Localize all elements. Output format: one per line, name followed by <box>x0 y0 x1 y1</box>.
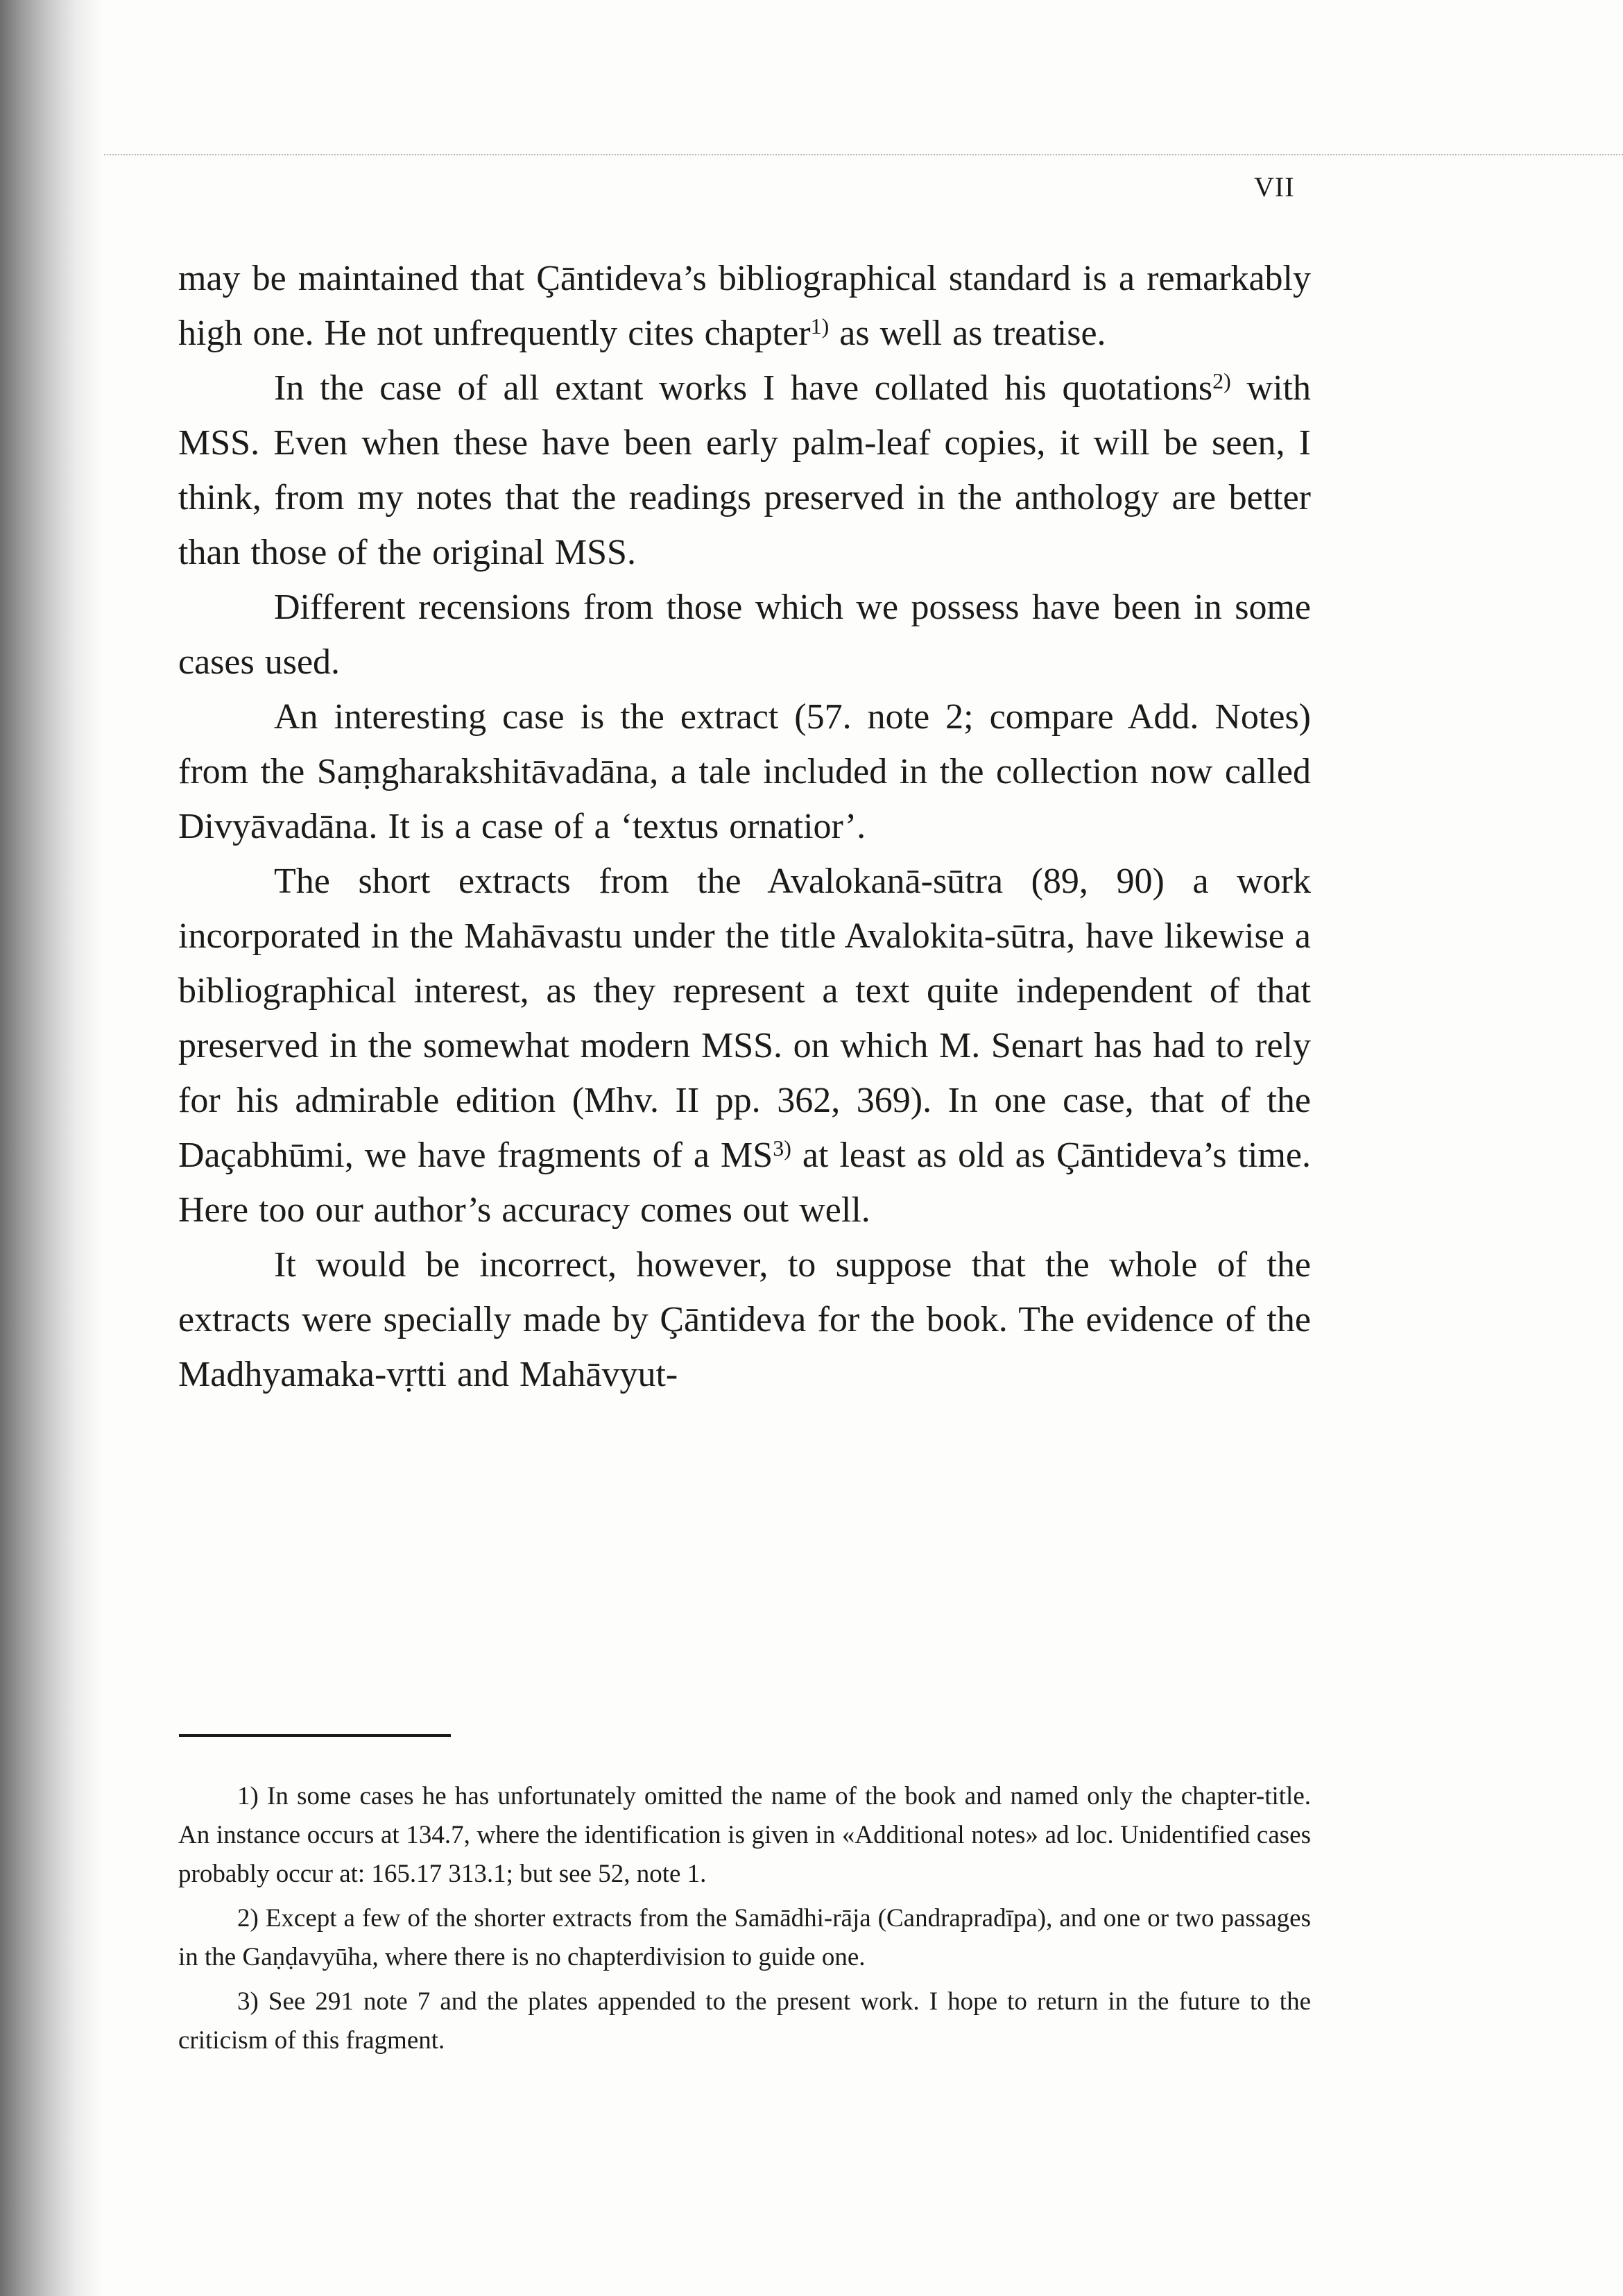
footnote-2: 2) Except a few of the shorter extracts from the Samādhi-rāja (Candrapradīpa), and one or two passages in the Gaṇḍavyūha, where there is no chapterdivision to guide one. <box>178 1904 1311 1971</box>
paragraph-5-text: The short extracts from the Avalokanā-sūtra (89, 90) a work incorporated in the Mahāvastu under the title Avalokita-sūtra, have likewise a bibliographical interest, as they represent a text quite independent of that preserved in the somewhat modern MSS. on which M. Senart has had to rely for his admirable edition (Mhv. II pp. 362, 369). In one case, that of the Daçabhūmi, we have fragments of a MS <box>178 862 1311 1175</box>
paragraph-4: An interesting case is the extract (57. note 2; compare Add. Notes) from the Saṃgharakshitāvadāna, a tale included in the collection now called Divyāvadāna. It is a case of a ‘textus ornatior’. <box>178 697 1311 846</box>
paragraph-3: Different recensions from those which we possess have been in some cases used. <box>178 588 1311 682</box>
footnotes <box>178 1777 1311 2066</box>
paragraph-5 <box>178 854 1311 1237</box>
paragraph-6: It would be incorrect, however, to suppose that the whole of the extracts were specially made by Çāntideva for the book. The evidence of the Madhyamaka-vṛtti and Mahāvyut- <box>178 1245 1311 1394</box>
footnote-mark-3: 3) <box>773 1136 791 1160</box>
footnote-mark-2: 2) <box>1212 368 1231 393</box>
paragraph-1-text-continued: as well as treatise. <box>829 314 1106 353</box>
footnote-3: 3) See 291 note 7 and the plates appended to the present work. I hope to return in the future to the criticism of this fragment. <box>178 1987 1311 2055</box>
paragraph-2-text: In the case of all extant works I have collated his quotations <box>274 368 1213 408</box>
scan-edge-line <box>104 154 1623 155</box>
paragraph-5-text-continued: at least as old as Çāntideva’s time. Here too our author’s accuracy comes out well. <box>178 1136 1311 1230</box>
footnote-mark-1: 1) <box>810 314 830 339</box>
paragraph-1 <box>178 251 1311 361</box>
binding-shadow <box>0 0 104 2296</box>
paragraph-1-text: may be maintained that Çāntideva’s bibliographical standard is a remarkably high one. He not unfrequently cites chapter <box>178 259 1311 353</box>
paragraph-2 <box>178 361 1311 580</box>
body-text <box>178 251 1311 1402</box>
footnote-1: 1) In some cases he has unfortunately omitted the name of the book and named only the chapter-title. An instance occurs at 134.7, where the identification is given in «Additional notes» ad loc. Unidentified cases probably occur at: 165.17 313.1; but see 52, note 1. <box>178 1782 1311 1888</box>
footnote-rule <box>179 1734 451 1737</box>
page-number: VII <box>1254 171 1295 203</box>
paragraph-2-text-continued: with MSS. Even when these have been early palm-leaf copies, it will be seen, I think, from my notes that the readings preserved in the anthology are better than those of the original MSS. <box>178 368 1312 572</box>
